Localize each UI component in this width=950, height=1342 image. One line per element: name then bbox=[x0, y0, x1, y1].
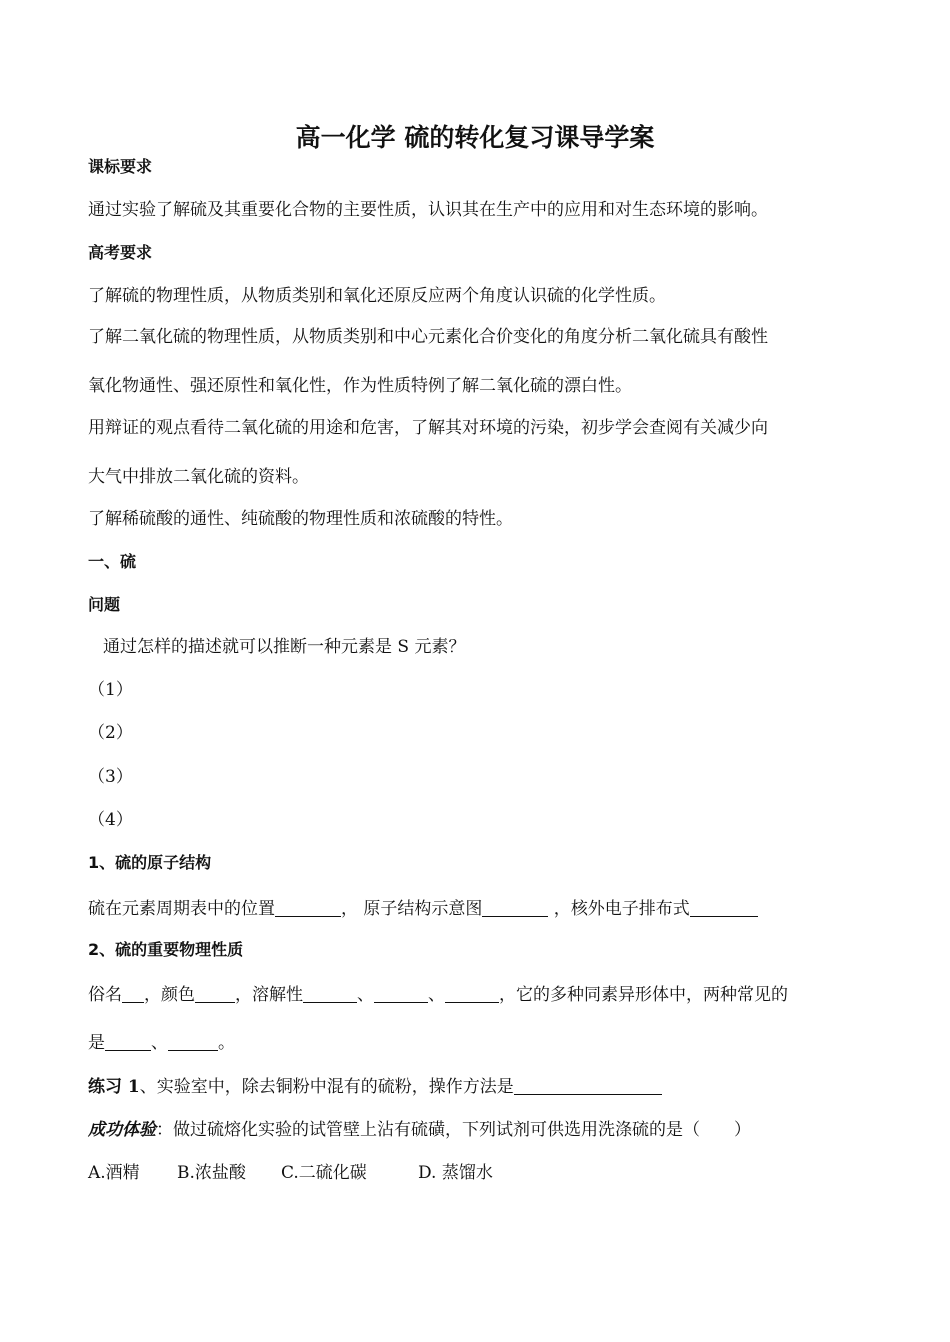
atomic-structure-heading: 1、硫的原子结构 bbox=[88, 853, 212, 872]
common-name-blank bbox=[122, 986, 144, 1003]
answer-item-1: （1） bbox=[88, 680, 133, 700]
curriculum-text: 通过实验了解硫及其重要化合物的主要性质，认识其在生产中的应用和对生态环境的影响。 bbox=[88, 200, 768, 220]
question-text: 通过怎样的描述就可以推断一种元素是 S 元素？ bbox=[103, 637, 466, 657]
solubility-label: ，溶解性 bbox=[235, 985, 303, 1005]
exam-requirement-3-line-2: 大气中排放二氧化硫的资料。 bbox=[88, 467, 309, 487]
section-heading-sulfur: 一、硫 bbox=[88, 552, 137, 571]
position-label: 硫在元素周期表中的位置 bbox=[88, 899, 275, 919]
diagram-blank bbox=[482, 900, 548, 917]
option-a: A.酒精 bbox=[88, 1163, 140, 1183]
position-blank bbox=[275, 900, 341, 917]
exercise-label: 练习 1 bbox=[88, 1077, 140, 1097]
option-b: B.浓盐酸 bbox=[177, 1163, 246, 1183]
separator-2: ， bbox=[548, 899, 571, 919]
physical-properties-heading: 2、硫的重要物理性质 bbox=[88, 940, 244, 959]
electron-config-label: 核外电子排布式 bbox=[570, 899, 690, 919]
answer-item-2: （2） bbox=[88, 723, 133, 743]
electron-config-blank bbox=[690, 900, 758, 917]
page-title: 高一化学 硫的转化复习课导学案 bbox=[295, 123, 655, 152]
exam-requirement-2-line-2: 氧化物通性、强还原性和氧化性，作为性质特例了解二氧化硫的漂白性。 bbox=[88, 376, 632, 396]
separator-1: ， bbox=[341, 899, 364, 919]
is-label: 是 bbox=[88, 1033, 105, 1053]
common-name-label: 俗名 bbox=[88, 985, 122, 1005]
question-heading: 问题 bbox=[88, 595, 121, 614]
exam-requirement-4: 了解稀硫酸的通性、纯硫酸的物理性质和浓硫酸的特性。 bbox=[88, 509, 513, 529]
choice-options bbox=[88, 1161, 493, 1185]
exam-requirement-3-line-1: 用辩证的观点看待二氧化硫的用途和危害，了解其对环境的污染，初步学会查阅有关减少向 bbox=[88, 418, 768, 438]
solubility-blank-3 bbox=[445, 986, 499, 1003]
answer-item-3: （3） bbox=[88, 767, 133, 787]
end-mark: 。 bbox=[218, 1033, 235, 1053]
color-blank bbox=[195, 986, 235, 1003]
separator: 、 bbox=[357, 985, 374, 1005]
diagram-label: 原子结构示意图 bbox=[363, 899, 483, 919]
solubility-blank-2 bbox=[374, 986, 428, 1003]
allotrope-blank-2 bbox=[168, 1034, 218, 1051]
allotrope-text: ，它的多种同素异形体中，两种常见的 bbox=[499, 985, 788, 1005]
exercise-text: 、实验室中，除去铜粉中混有的硫粉，操作方法是 bbox=[139, 1077, 514, 1097]
physical-properties-line-1 bbox=[88, 983, 788, 1007]
allotrope-blank-1 bbox=[105, 1034, 151, 1051]
exam-requirement-1: 了解硫的物理性质，从物质类别和氧化还原反应两个角度认识硫的化学性质。 bbox=[88, 286, 666, 306]
color-label: ，颜色 bbox=[144, 985, 195, 1005]
atomic-structure-line bbox=[88, 897, 758, 921]
section-heading-curriculum: 课标要求 bbox=[88, 157, 153, 176]
exam-requirement-2-line-1: 了解二氧化硫的物理性质，从物质类别和中心元素化合价变化的角度分析二氧化硫具有酸性 bbox=[88, 327, 768, 347]
option-c: C.二硫化碳 bbox=[281, 1163, 367, 1183]
answer-item-4: （4） bbox=[88, 810, 133, 830]
section-heading-exam: 高考要求 bbox=[88, 243, 153, 262]
option-d: D. 蒸馏水 bbox=[418, 1163, 493, 1183]
solubility-blank-1 bbox=[303, 986, 357, 1003]
physical-properties-line-2 bbox=[88, 1031, 235, 1055]
separator: 、 bbox=[151, 1033, 168, 1053]
separator: 、 bbox=[428, 985, 445, 1005]
success-experience bbox=[88, 1118, 751, 1142]
exercise-blank bbox=[514, 1078, 662, 1095]
success-label: 成功体验 bbox=[88, 1120, 156, 1140]
exercise-1 bbox=[88, 1075, 662, 1099]
success-text: ：做过硫熔化实验的试管壁上沾有硫磺，下列试剂可供选用洗涤硫的是（ ） bbox=[156, 1120, 751, 1140]
